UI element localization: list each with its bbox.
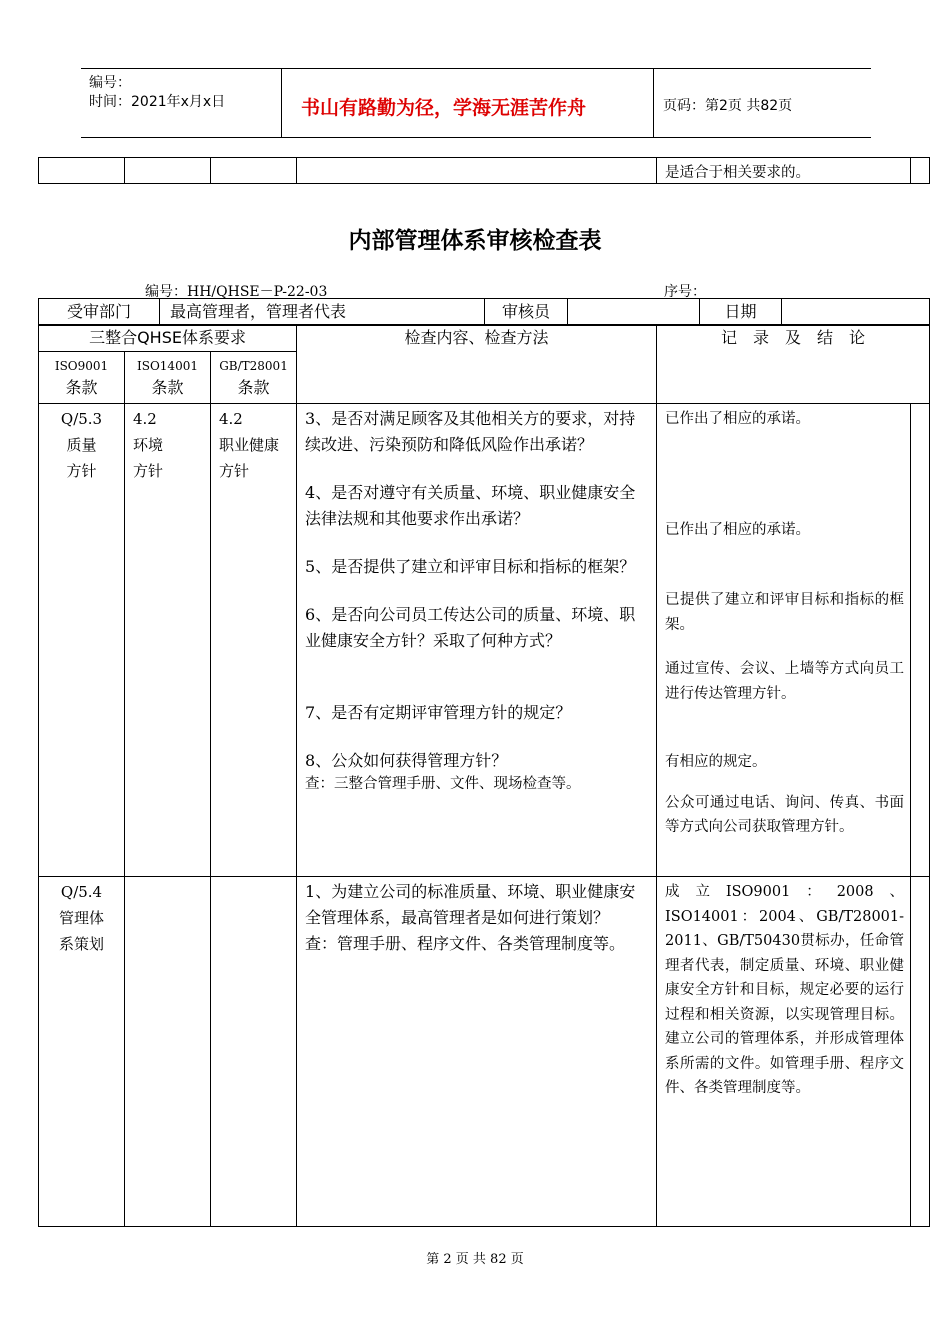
cont-cell-1 <box>39 158 125 184</box>
record-6: 通过宣传、会议、上墙等方式向员工进行传达管理方针。 <box>665 661 905 702</box>
auditor-label: 审核员 <box>485 299 568 326</box>
clause-q53: Q/5.3 质量 方针 <box>39 404 125 877</box>
questions-q53 <box>297 404 657 877</box>
clause-q54-ohs <box>211 877 297 1227</box>
page-header <box>81 68 871 138</box>
record-5: 已提供了建立和评审目标和指标的框架。 <box>665 592 905 633</box>
time-label: 时间：2021年x月x日 <box>89 94 226 110</box>
clause-q54: Q/5.4 管理体 系策划 <box>39 877 125 1227</box>
check-method-q54: 查：管理手册、程序文件、各类管理制度等。 <box>305 934 626 953</box>
std-iso9001: ISO9001 条款 <box>39 352 125 404</box>
seq-label: 序号： <box>664 284 706 300</box>
record-4: 已作出了相应的承诺。 <box>665 521 811 538</box>
header-motto-cell <box>281 69 654 137</box>
dept-label: 受审部门 <box>39 299 160 326</box>
cont-cell-6 <box>911 158 930 184</box>
records-q53 <box>657 404 911 877</box>
check-header: 检查内容、检查方法 <box>297 325 657 404</box>
record-7: 有相应的规定。 <box>665 754 767 770</box>
page-info: 页码：第2页 共82页 <box>663 98 793 114</box>
cont-cell-3 <box>211 158 297 184</box>
number-label: 编号： <box>89 75 131 91</box>
question-5: 5、是否提供了建立和评审目标和指标的框架？ <box>305 557 636 576</box>
header-page-cell <box>653 69 871 137</box>
question-8: 8、公众如何获得管理方针？ <box>305 751 508 770</box>
question-7: 7、是否有定期评审管理方针的规定？ <box>305 703 572 722</box>
cont-cell-2 <box>125 158 211 184</box>
clause-env-42: 4.2 环境 方针 <box>125 404 211 877</box>
req-header: 三整合QHSE体系要求 <box>39 325 297 352</box>
clause-q54-env <box>125 877 211 1227</box>
motto: 书山有路勤为径，学海无涯苦作舟 <box>301 97 587 119</box>
checklist-table <box>38 324 930 1227</box>
header-meta-cell <box>81 69 282 137</box>
records-q54 <box>657 877 911 1227</box>
document-title: 内部管理体系审核检查表 <box>348 227 602 254</box>
record-1: 成立ISO9001：2008、ISO14001：2004、GB/T28001-2011、GB/T50430贯标办，任命管理者代表，制定质量、环境、职业健康安全方针和目标，规定必要的运行过程和相关资源，以实现管理目标。建立公司的管理体系，并形成管理体系所需的文件。如管理手册、程序文件、各类管理制度等。 <box>665 884 905 1096</box>
continuation-row-table <box>38 157 930 184</box>
clause-ohs-42: 4.2 职业健康 方针 <box>211 404 297 877</box>
question-3: 3、是否对满足顾客及其他相关方的要求，对持续改进、污染预防和降低风险作出承诺？ <box>305 409 636 454</box>
question-4: 4、是否对遵守有关质量、环境、职业健康安全法律法规和其他要求作出承诺？ <box>305 483 636 528</box>
blank-col-q53 <box>911 404 930 877</box>
questions-q54 <box>297 877 657 1227</box>
question-6: 6、是否向公司员工传达公司的质量、环境、职业健康安全方针？采取了何种方式？ <box>305 605 636 650</box>
doc-number: 编号：HH/QHSE－P-22-03 <box>145 284 328 300</box>
record-8: 公众可通过电话、询问、传真、书面等方式向公司获取管理方针。 <box>665 794 905 835</box>
record-3: 已作出了相应的承诺。 <box>665 411 811 427</box>
date-value <box>782 299 930 326</box>
check-method: 查：三整合管理手册、文件、现场检查等。 <box>305 776 581 792</box>
cont-cell-4 <box>297 158 657 184</box>
cont-record: 是适合于相关要求的。 <box>657 158 911 184</box>
info-row-table <box>38 298 930 326</box>
std-gbt28001: GB/T28001 条款 <box>211 352 297 404</box>
dept-value: 最高管理者，管理者代表 <box>160 299 485 326</box>
date-label: 日期 <box>700 299 782 326</box>
question-1: 1、为建立公司的标准质量、环境、职业健康安全管理体系，最高管理者是如何进行策划？ <box>305 882 636 927</box>
page-footer: 第 2 页 共 82 页 <box>426 1252 524 1267</box>
auditor-value <box>568 299 700 326</box>
record-header: 记 录 及 结 论 <box>657 325 930 404</box>
blank-col-q54 <box>911 877 930 1227</box>
std-iso14001: ISO14001 条款 <box>125 352 211 404</box>
